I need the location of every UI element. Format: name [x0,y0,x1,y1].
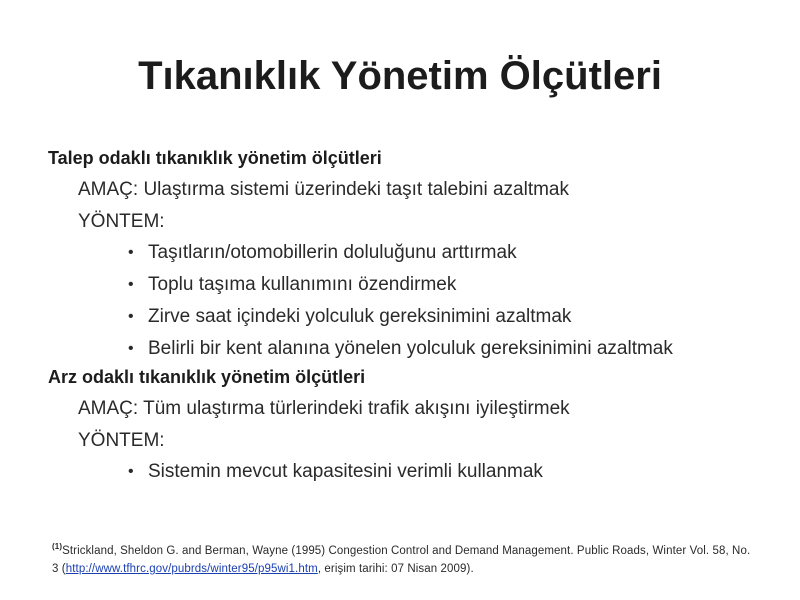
demand-method-label: YÖNTEM: [78,211,165,232]
supply-aim: AMAÇ: Tüm ulaştırma türlerindeki trafik akışını iyileştirmek [78,398,570,419]
slide-title: Tıkanıklık Yönetim Ölçütleri [138,54,662,98]
supply-method-list [128,459,768,484]
list-item-text: Sistemin mevcut kapasitesini verimli kullanmak [148,461,543,482]
list-item-text: Taşıtların/otomobillerin doluluğunu arttırmak [148,242,517,263]
list-item [128,240,708,265]
footnote [52,542,752,578]
section-heading-supply: Arz odaklı tıkanıklık yönetim ölçütleri [48,367,366,387]
footnote-citation: Strickland, Sheldon G. and Berman, Wayne (1995) Congestion Control and Demand Management. Public Roads, Winter Vol. 58, No. 3 ( [52,545,751,575]
slide-content [48,146,768,484]
demand-method-list [128,240,768,361]
bullet-icon: • [128,463,134,480]
bullet-icon: • [128,244,134,261]
list-item-text: Zirve saat içindeki yolculuk gereksinimini azaltmak [148,306,572,327]
supply-method-label: YÖNTEM: [78,430,165,451]
list-item-text: Toplu taşıma kullanımını özendirmek [148,274,457,295]
demand-aim: AMAÇ: Ulaştırma sistemi üzerindeki taşıt talebini azaltmak [78,179,569,200]
list-item [128,336,708,361]
footnote-marker: (1) [52,542,63,552]
bullet-icon: • [128,276,134,293]
list-item-text: Belirli bir kent alanına yönelen yolculuk gereksinimini azaltmak [148,338,673,359]
footnote-link[interactable]: http://www.tfhrc.gov/pubrds/winter95/p95wi1.htm [65,563,318,575]
section-heading-demand: Talep odaklı tıkanıklık yönetim ölçütleri [48,148,382,168]
bullet-icon: • [128,308,134,325]
list-item [128,304,708,329]
list-item [128,272,708,297]
bullet-icon: • [128,340,134,357]
list-item [128,459,708,484]
footnote-access-date: , erişim tarihi: 07 Nisan 2009). [317,563,474,575]
